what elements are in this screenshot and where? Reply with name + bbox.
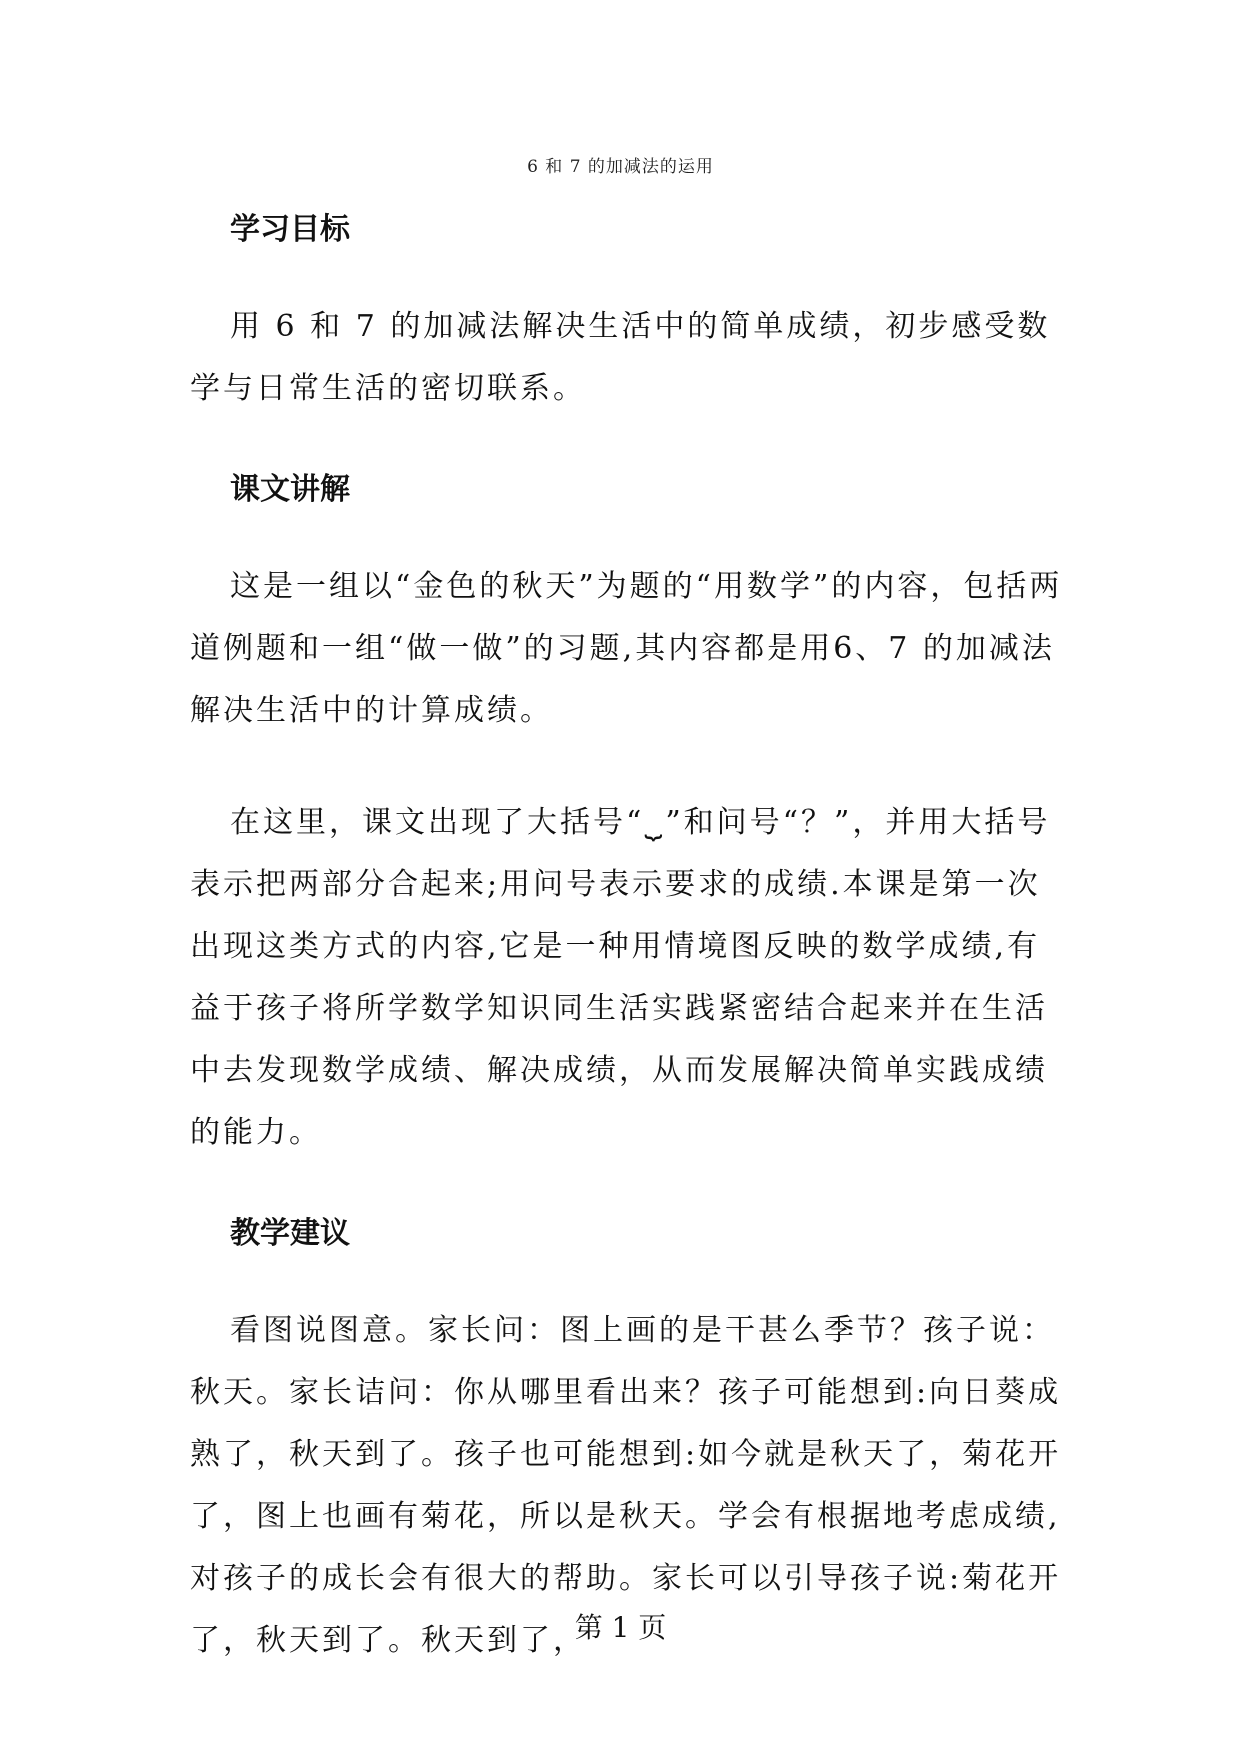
document-body (190, 210, 1070, 1722)
page-number: 第 1 页 (574, 1611, 667, 1644)
paragraph: 用 6 和 7 的加减法解决生活中的简单成绩，初步感受数学与日常生活的密切联系。 (190, 309, 1051, 406)
section-learning-goals (190, 210, 1070, 420)
paragraph: 看图说图意。家长问：图上画的是干甚么季节？孩子说：秋天。家长诘问：你从哪里看出来？孩子可能想到:向日葵成熟了，秋天到了。孩子也可能想到:如今就是秋天了，菊花开了，图上也画有菊花，所以是秋天。学会有根据地考虑成绩,对孩子的成长会有很大的帮助。家长可以引导孩子说:菊花开了，秋天到了。秋天到了， (190, 1313, 1062, 1658)
paragraph: 在这里，课文出现了大括号“⏟”和问号“？”，并用大括号表示把两部分合起来;用问号表示要求的成绩.本课是第一次出现这类方式的内容,它是一种用情境图反映的数学成绩,有益于孩子将所学数学知识同生活实践紧密结合起来并在生活中去发现数学成绩、解决成绩，从而发展解决简单实践成绩的能力。 (190, 805, 1051, 1150)
section-teaching-suggestions (190, 1214, 1070, 1672)
section-heading: 教学建议 (230, 1216, 350, 1251)
section-lesson-explanation (190, 470, 1070, 1164)
page-header-title: 6 和 7 的加减法的运用 (527, 157, 714, 177)
paragraph: 这是一组以“金色的秋天”为题的“用数学”的内容，包括两道例题和一组“做一做”的习题,其内容都是用6、7 的加减法解决生活中的计算成绩。 (190, 569, 1063, 728)
section-heading: 课文讲解 (230, 472, 350, 507)
section-heading: 学习目标 (230, 212, 350, 247)
